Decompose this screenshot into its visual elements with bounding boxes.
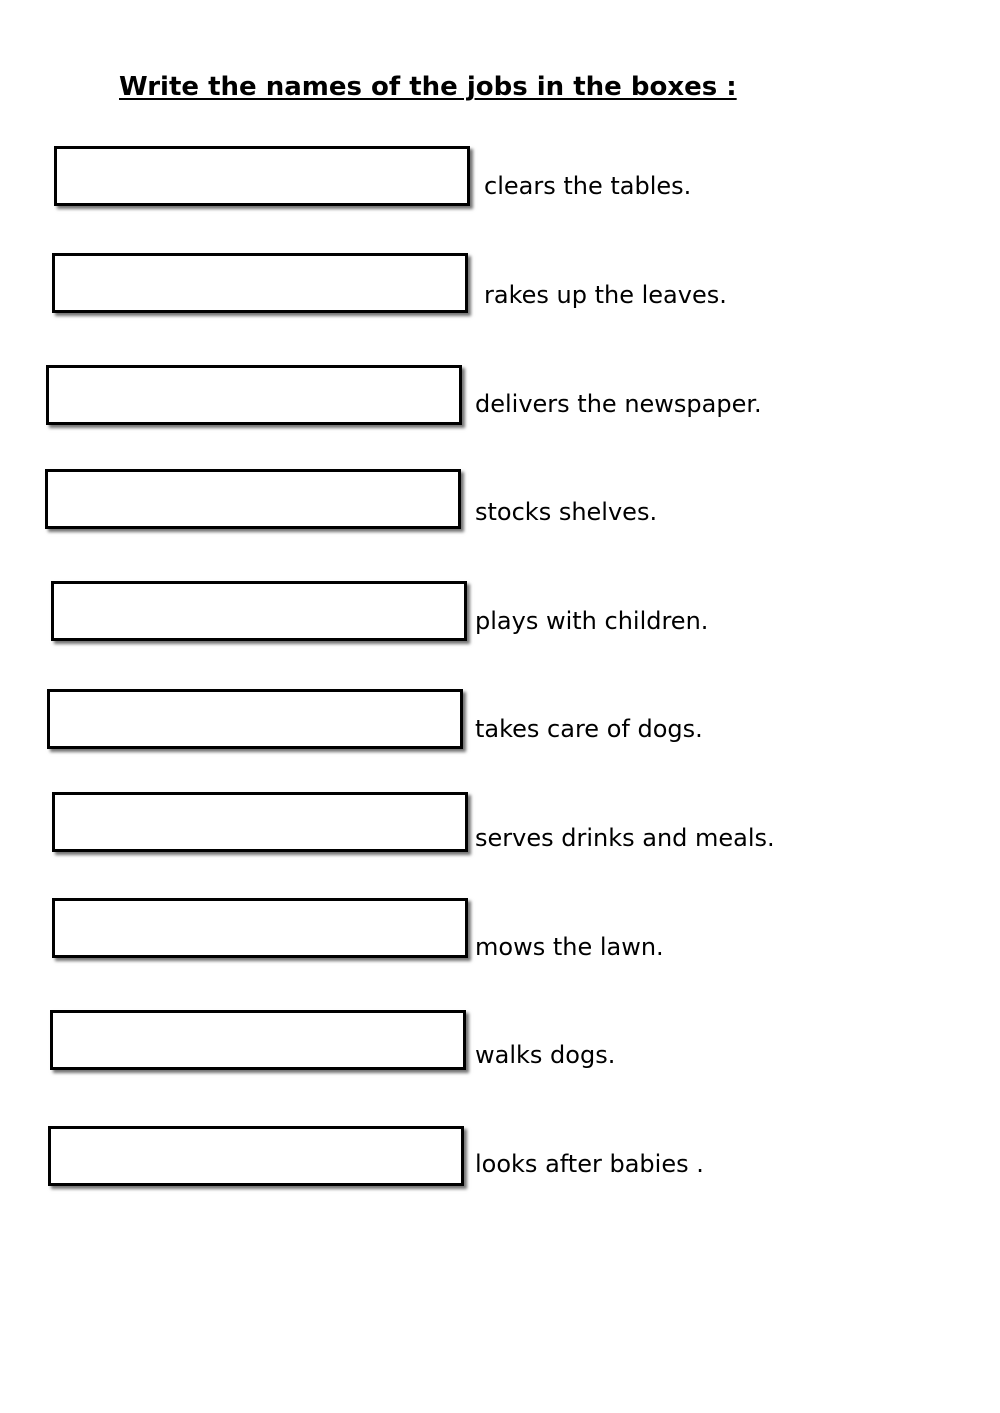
clue-text-6: takes care of dogs. (475, 715, 703, 743)
answer-box-1[interactable] (54, 146, 470, 206)
clue-text-9: walks dogs. (475, 1041, 616, 1069)
answer-box-5[interactable] (51, 581, 467, 641)
answer-box-4[interactable] (45, 469, 461, 529)
answer-box-3[interactable] (46, 365, 462, 425)
clue-text-5: plays with children. (475, 607, 709, 635)
answer-box-9[interactable] (50, 1010, 466, 1070)
clue-text-10: looks after babies . (475, 1150, 704, 1178)
answer-box-8[interactable] (52, 898, 468, 958)
answer-box-2[interactable] (52, 253, 468, 313)
answer-box-10[interactable] (48, 1126, 464, 1186)
answer-box-7[interactable] (52, 792, 468, 852)
clue-text-3: delivers the newspaper. (475, 390, 762, 418)
clue-text-4: stocks shelves. (475, 498, 658, 526)
clue-text-2: rakes up the leaves. (484, 281, 727, 309)
worksheet-title: Write the names of the jobs in the boxes : (119, 72, 737, 102)
clue-text-8: mows the lawn. (475, 933, 664, 961)
clue-text-7: serves drinks and meals. (475, 824, 775, 852)
clue-text-1: clears the tables. (484, 172, 692, 200)
answer-box-6[interactable] (47, 689, 463, 749)
